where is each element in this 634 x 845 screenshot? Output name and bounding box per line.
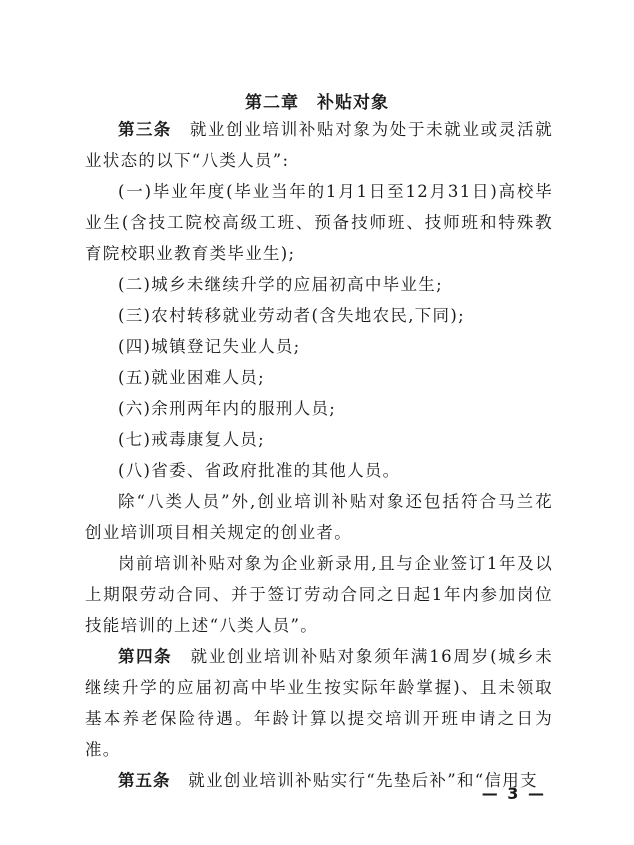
paragraph bbox=[85, 486, 553, 548]
paragraph-text: (一)毕业年度(毕业当年的1月1日至12月31日)高校毕业生(含技工院校高级工班、预备技师班、技师班和特殊教育院校职业教育类毕业生); bbox=[85, 182, 553, 263]
paragraph-text: 就业创业培训补贴对象须年满16周岁(城乡未继续升学的应届初高中毕业生按实际年龄掌握)、且未领取基本养老保险待遇。年龄计算以提交培训开班申请之日为准。 bbox=[85, 647, 553, 759]
paragraph-text: (三)农村转移就业劳动者(含失地农民,下同); bbox=[118, 306, 465, 325]
paragraph-text: (四)城镇登记失业人员; bbox=[118, 337, 301, 356]
paragraph-text: 就业创业培训补贴实行“先垫后补”和“信用支 bbox=[170, 771, 538, 790]
paragraph bbox=[85, 393, 553, 424]
paragraph-text: (二)城乡未继续升学的应届初高中毕业生; bbox=[118, 275, 443, 294]
paragraph bbox=[85, 300, 553, 331]
paragraph-text: 除“八类人员”外,创业培训补贴对象还包括符合马兰花创业培训项目相关规定的创业者。 bbox=[85, 492, 553, 542]
chapter-title: 第二章 补贴对象 bbox=[245, 93, 389, 113]
paragraph-text: 岗前培训补贴对象为企业新录用,且与企业签订1年及以上期限劳动合同、并于签订劳动合同之日起1年内参加岗位技能培训的上述“八类人员”。 bbox=[85, 554, 553, 635]
paragraph bbox=[85, 362, 553, 393]
paragraph-text: 就业创业培训补贴对象为处于未就业或灵活就业状态的以下“八类人员”: bbox=[85, 120, 553, 170]
paragraph-text: (七)戒毒康复人员; bbox=[118, 430, 265, 449]
paragraph bbox=[85, 331, 553, 362]
paragraph-text: (五)就业困难人员; bbox=[118, 368, 265, 387]
article-heading: 第三条 bbox=[118, 120, 172, 139]
paragraph bbox=[85, 269, 553, 300]
paragraph bbox=[85, 641, 553, 765]
paragraph-text: (八)省委、省政府批准的其他人员。 bbox=[118, 461, 401, 480]
document-body bbox=[85, 114, 553, 796]
paragraph bbox=[85, 176, 553, 269]
paragraph bbox=[85, 455, 553, 486]
article-heading: 第五条 bbox=[118, 771, 171, 790]
paragraph bbox=[85, 548, 553, 641]
paragraph bbox=[85, 424, 553, 455]
paragraph bbox=[85, 114, 553, 176]
page-number: — 3 — bbox=[481, 784, 546, 803]
article-heading: 第四条 bbox=[118, 647, 173, 666]
paragraph-text: (六)余刑两年内的服刑人员; bbox=[118, 399, 337, 418]
